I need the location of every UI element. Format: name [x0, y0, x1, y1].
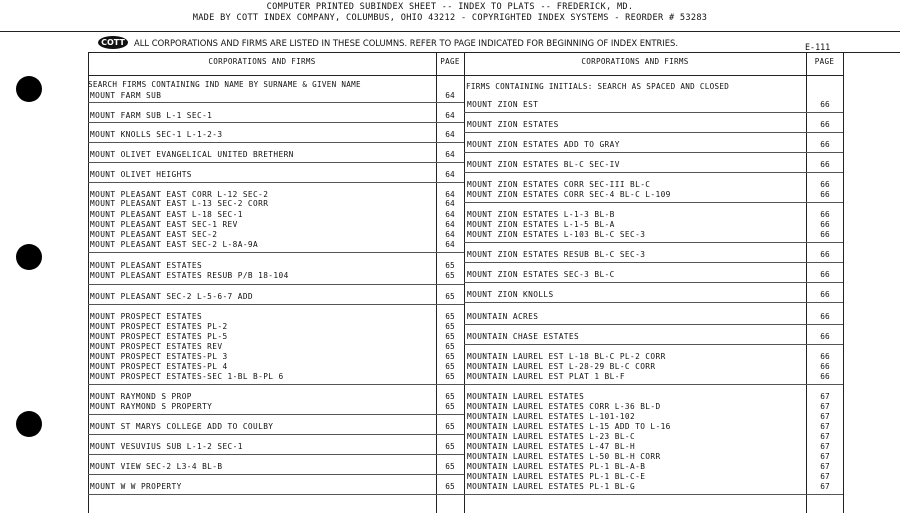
right-column-heading: CORPORATIONS AND FIRMS — [581, 57, 689, 66]
right-entry-page: 67 — [820, 482, 830, 491]
left-page-heading: PAGE — [440, 57, 460, 66]
left-entry-page: 65 — [445, 442, 455, 451]
right-entry-name: MOUNTAIN LAUREL ESTATES L-15 ADD TO L-16 — [467, 422, 671, 431]
left-entry-page: 65 — [445, 292, 455, 301]
right-entry-name: MOUNT ZION ESTATES RESUB BL-C SEC-3 — [467, 250, 646, 259]
right-entry-page: 66 — [820, 220, 830, 229]
right-entry-page: 66 — [820, 100, 830, 109]
right-entry-name: MOUNT ZION EST — [467, 100, 539, 109]
right-entry-page: 66 — [820, 190, 830, 199]
left-entry-name: MOUNT PLEASANT ESTATES RESUB P/B 18-104 — [90, 271, 289, 280]
left-row-rule — [88, 304, 464, 305]
left-row-rule — [88, 414, 464, 415]
left-entry-name: MOUNT VESUVIUS SUB L-1-2 SEC-1 — [90, 442, 243, 451]
right-entry-page: 67 — [820, 452, 830, 461]
right-row-rule — [464, 384, 843, 385]
left-row-rule — [88, 284, 464, 285]
left-entry-name: MOUNT FARM SUB — [90, 91, 162, 100]
left-entry-name: MOUNT PLEASANT EAST SEC-2 L-8A-9A — [90, 240, 259, 249]
left-entry-name: MOUNT PROSPECT ESTATES-PL 4 — [90, 362, 228, 371]
right-row-rule — [464, 202, 843, 203]
left-entry-page: 65 — [445, 402, 455, 411]
right-entry-name: MOUNTAIN CHASE ESTATES — [467, 332, 580, 341]
left-entry-name: MOUNT PLEASANT EAST SEC-2 — [90, 230, 218, 239]
left-entry-name: MOUNT PLEASANT ESTATES — [90, 261, 203, 270]
right-entry-name: MOUNT ZION ESTATES L-103 BL-C SEC-3 — [467, 230, 646, 239]
column-header-rule — [88, 75, 843, 76]
left-entry-page: 64 — [445, 220, 455, 229]
left-entry-name: MOUNT PROSPECT ESTATES PL-5 — [90, 332, 228, 341]
left-row-rule — [88, 474, 464, 475]
left-entry-page: 65 — [445, 342, 455, 351]
left-entry-page: 65 — [445, 462, 455, 471]
right-row-rule — [464, 282, 843, 283]
right-row-rule — [464, 152, 843, 153]
publisher-line: MADE BY COTT INDEX COMPANY, COLUMBUS, OHIO 43212 - COPYRIGHTED INDEX SYSTEMS - REORDER # 53283 — [192, 13, 708, 23]
right-entry-page: 66 — [820, 210, 830, 219]
left-entry-name: MOUNT PROSPECT ESTATES PL-2 — [90, 322, 228, 331]
right-entry-name: MOUNT ZION ESTATES L-1-3 BL-B — [467, 210, 615, 219]
left-row-rule — [88, 122, 464, 123]
right-entry-page: 67 — [820, 442, 830, 451]
left-search-instruction: SEARCH FIRMS CONTAINING IND NAME BY SURNAME & GIVEN NAME — [88, 80, 361, 89]
right-entry-page: 67 — [820, 392, 830, 401]
left-entry-page: 65 — [445, 372, 455, 381]
left-entry-name: MOUNT W W PROPERTY — [90, 482, 182, 491]
right-row-rule — [464, 112, 843, 113]
right-entry-name: MOUNT ZION ESTATES CORR SEC-4 BL-C L-109 — [467, 190, 671, 199]
right-entry-name: MOUNT ZION ESTATES BL-C SEC-IV — [467, 160, 620, 169]
right-entry-page: 66 — [820, 120, 830, 129]
sheet-title: COMPUTER PRINTED SUBINDEX SHEET -- INDEX TO PLATS -- FREDERICK, MD. — [266, 2, 634, 12]
right-entry-name: MOUNTAIN LAUREL EST PLAT 1 BL-F — [467, 372, 625, 381]
right-entry-name: MOUNT ZION ESTATES ADD TO GRAY — [467, 140, 620, 149]
sheet-code: E-111 — [805, 42, 831, 52]
left-entry-name: MOUNT PROSPECT ESTATES-SEC 1-BL B-PL 6 — [90, 372, 284, 381]
left-entry-name: MOUNT RAYMOND S PROPERTY — [90, 402, 213, 411]
right-entry-page: 66 — [820, 140, 830, 149]
left-row-rule — [88, 434, 464, 435]
left-entry-page: 64 — [445, 199, 455, 208]
right-entry-page: 66 — [820, 332, 830, 341]
left-entry-name: MOUNT OLIVET HEIGHTS — [90, 170, 192, 179]
left-entry-name: MOUNT PLEASANT EAST L-18 SEC-1 — [90, 210, 243, 219]
left-row-rule — [88, 252, 464, 253]
left-row-rule — [88, 102, 464, 103]
right-edge-border — [843, 52, 844, 513]
right-entry-name: MOUNT ZION ESTATES SEC-3 BL-C — [467, 270, 615, 279]
left-entry-page: 65 — [445, 352, 455, 361]
cott-logo: COTT — [98, 36, 128, 49]
left-entry-name: MOUNT PLEASANT EAST L-13 SEC-2 CORR — [90, 199, 269, 208]
right-entry-page: 66 — [820, 270, 830, 279]
punch-hole-middle — [16, 244, 42, 270]
left-entry-page: 64 — [445, 130, 455, 139]
left-entry-name: MOUNT ST MARYS COLLEGE ADD TO COULBY — [90, 422, 274, 431]
right-row-rule — [464, 494, 843, 495]
left-column-heading: CORPORATIONS AND FIRMS — [208, 57, 316, 66]
right-entry-name: MOUNTAIN LAUREL ESTATES PL-1 BL-G — [467, 482, 636, 491]
right-entry-page: 67 — [820, 412, 830, 421]
left-row-rule — [88, 162, 464, 163]
right-entry-page: 66 — [820, 312, 830, 321]
left-entry-name: MOUNT PLEASANT SEC-2 L-5-6-7 ADD — [90, 292, 254, 301]
right-entry-name: MOUNTAIN LAUREL ESTATES — [467, 392, 585, 401]
left-entry-page: 64 — [445, 190, 455, 199]
right-row-rule — [464, 172, 843, 173]
right-entry-name: MOUNTAIN LAUREL ESTATES L-50 BL-H CORR — [467, 452, 661, 461]
notice-row — [98, 36, 878, 50]
left-entry-name: MOUNT FARM SUB L-1 SEC-1 — [90, 111, 213, 120]
left-entry-page: 65 — [445, 422, 455, 431]
left-entry-page: 64 — [445, 111, 455, 120]
right-entry-name: MOUNTAIN LAUREL ESTATES CORR L-36 BL-D — [467, 402, 661, 411]
right-entry-page: 66 — [820, 372, 830, 381]
right-row-rule — [464, 302, 843, 303]
left-entry-page: 65 — [445, 312, 455, 321]
top-rule — [0, 31, 900, 32]
right-entry-name: MOUNTAIN LAUREL ESTATES PL-1 BL-A-B — [467, 462, 646, 471]
right-entry-name: MOUNTAIN ACRES — [467, 312, 539, 321]
right-page-heading: PAGE — [814, 57, 835, 66]
right-row-rule — [464, 324, 843, 325]
right-entry-page: 66 — [820, 362, 830, 371]
left-entry-name: MOUNT KNOLLS SEC-1 L-1-2-3 — [90, 130, 223, 139]
left-entry-page: 64 — [445, 240, 455, 249]
right-entry-page: 66 — [820, 352, 830, 361]
right-entry-name: MOUNT ZION ESTATES CORR SEC-III BL-C — [467, 180, 651, 189]
right-row-rule — [464, 262, 843, 263]
right-entry-name: MOUNTAIN LAUREL EST L-28-29 BL-C CORR — [467, 362, 656, 371]
left-row-rule — [88, 182, 464, 183]
left-row-rule — [88, 384, 464, 385]
left-entry-name: MOUNT PROSPECT ESTATES — [90, 312, 203, 321]
left-entry-name: MOUNT PLEASANT EAST SEC-1 REV — [90, 220, 238, 229]
punch-hole-bottom — [16, 411, 42, 437]
left-row-rule — [88, 494, 464, 495]
right-entry-page: 67 — [820, 402, 830, 411]
right-entry-page: 66 — [820, 250, 830, 259]
right-entry-page: 67 — [820, 432, 830, 441]
right-row-rule — [464, 132, 843, 133]
left-entry-name: MOUNT RAYMOND S PROP — [90, 392, 192, 401]
left-entry-page: 65 — [445, 261, 455, 270]
left-entry-name: MOUNT VIEW SEC-2 L3-4 BL-B — [90, 462, 223, 471]
right-entry-name: MOUNTAIN LAUREL ESTATES L-47 BL-H — [467, 442, 636, 451]
right-entry-page: 66 — [820, 160, 830, 169]
right-search-instruction: FIRMS CONTAINING INITIALS: SEARCH AS SPACED AND CLOSED — [466, 82, 730, 91]
left-row-rule — [88, 142, 464, 143]
right-entry-page: 66 — [820, 180, 830, 189]
right-row-rule — [464, 242, 843, 243]
punch-hole-top — [16, 76, 42, 102]
right-entry-page: 66 — [820, 290, 830, 299]
right-entry-name: MOUNTAIN LAUREL ESTATES L-101-102 — [467, 412, 636, 421]
right-entry-name: MOUNT ZION ESTATES L-1-5 BL-A — [467, 220, 615, 229]
left-entry-page: 64 — [445, 210, 455, 219]
left-entry-page: 64 — [445, 150, 455, 159]
right-entry-page: 66 — [820, 230, 830, 239]
left-entry-page: 65 — [445, 322, 455, 331]
left-entry-page: 64 — [445, 230, 455, 239]
left-entry-name: MOUNT PLEASANT EAST CORR L-12 SEC-2 — [90, 190, 269, 199]
right-entry-page: 67 — [820, 422, 830, 431]
left-entry-page: 65 — [445, 482, 455, 491]
table-top-rule — [88, 52, 900, 53]
right-entry-page: 67 — [820, 462, 830, 471]
right-entry-name: MOUNTAIN LAUREL EST L-18 BL-C PL-2 CORR — [467, 352, 666, 361]
right-entry-page: 67 — [820, 472, 830, 481]
left-entry-page: 64 — [445, 170, 455, 179]
notice-text: ALL CORPORATIONS AND FIRMS ARE LISTED IN THESE COLUMNS. REFER TO PAGE INDICATED FOR BEGINNING OF INDEX ENTRIES. — [134, 38, 679, 48]
left-entry-name: MOUNT PROSPECT ESTATES-PL 3 — [90, 352, 228, 361]
left-row-rule — [88, 454, 464, 455]
left-entry-page: 65 — [445, 271, 455, 280]
right-entry-name: MOUNTAIN LAUREL ESTATES PL-1 BL-C-E — [467, 472, 646, 481]
right-entry-name: MOUNTAIN LAUREL ESTATES L-23 BL-C — [467, 432, 636, 441]
left-entry-page: 65 — [445, 362, 455, 371]
left-entry-page: 64 — [445, 91, 455, 100]
right-entry-name: MOUNT ZION ESTATES — [467, 120, 559, 129]
left-entry-name: MOUNT PROSPECT ESTATES REV — [90, 342, 223, 351]
left-entry-page: 65 — [445, 392, 455, 401]
left-entry-page: 65 — [445, 332, 455, 341]
left-entry-name: MOUNT OLIVET EVANGELICAL UNITED BRETHERN — [90, 150, 294, 159]
right-entry-name: MOUNT ZION KNOLLS — [467, 290, 554, 299]
right-row-rule — [464, 344, 843, 345]
